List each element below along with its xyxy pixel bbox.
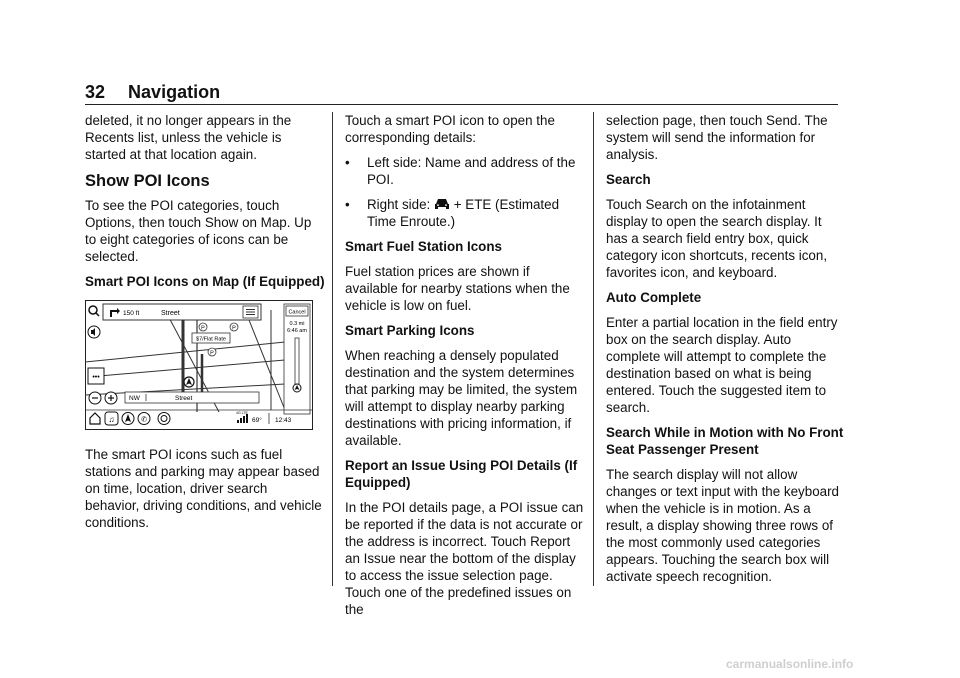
- street-bottom-label: Street: [175, 395, 193, 402]
- heading-search: Search: [606, 172, 651, 187]
- bullet-right-side-suffix: + ETE (Estimated Time Enroute.): [367, 197, 560, 229]
- eta-time: 6:46 am: [287, 328, 307, 334]
- col2-paragraph-parking: When reaching a densely populated destination and the system determines that parking may be limited, the system will attempt to display nearby parking destinations with pricing information, if available.: [345, 348, 578, 448]
- heading-show-poi-icons: Show POI Icons: [85, 172, 210, 190]
- heading-smart-parking: Smart Parking Icons: [345, 323, 475, 338]
- col2-paragraph-1: Touch a smart POI icon to open the corresponding details:: [345, 113, 555, 145]
- header-rule: [85, 104, 838, 105]
- heading-search-in-motion: Search While in Motion with No Front Seat Passenger Present: [606, 425, 844, 457]
- column-1: [85, 112, 325, 539]
- col2-paragraph-report: In the POI details page, a POI issue can be reported if the data is not accurate or the address is incorrect. Touch Report an Issue near the bottom of the display to access the issue selection page. Touch one of the predefined issues on the: [345, 500, 584, 617]
- col3-paragraph-motion: The search display will not allow changes or text input with the keyboard when the vehicle is in motion. As a result, a display showing three rows of the most commonly used categories appears. Touching the search box will activate speech recognition.: [606, 467, 839, 584]
- svg-text:P: P: [210, 350, 214, 357]
- apps-icon[interactable]: [158, 413, 170, 425]
- volume-icon[interactable]: [88, 326, 100, 338]
- street-top-label: Street: [161, 310, 180, 317]
- heading-label: NW: [129, 395, 140, 402]
- vehicle-position-small-icon: [293, 384, 301, 392]
- col2-paragraph-fuel: Fuel station prices are shown if available for nearby stations when the vehicle is low on fuel.: [345, 264, 570, 313]
- distance-label: 150 ft: [123, 310, 140, 317]
- col3-paragraph-search: Touch Search on the infotainment display to open the search display. It has a search field entry box, quick category icon shortcuts, recents icon, favorites icon, and keyboard.: [606, 197, 828, 280]
- parking-poi-icon[interactable]: [230, 323, 238, 332]
- navigation-screen-illustration: [85, 300, 313, 430]
- nav-map-svg: [85, 300, 313, 430]
- svg-text:P: P: [201, 325, 205, 332]
- route-progress-bar: [295, 338, 299, 384]
- section-title: Navigation: [128, 82, 221, 102]
- price-label: $7/Flat Rate: [196, 336, 226, 343]
- bullet-left-side: [345, 154, 585, 188]
- heading-report-issue: Report an Issue Using POI Details (If Equipped): [345, 458, 578, 490]
- navigation-icon[interactable]: [122, 413, 134, 425]
- heading-auto-complete: Auto Complete: [606, 290, 702, 305]
- svg-text:P: P: [232, 325, 236, 332]
- col3-paragraph-1: selection page, then touch Send. The system will send the information for analysis.: [606, 113, 828, 162]
- bullet-mark: •: [345, 155, 350, 170]
- column-divider-1: [332, 112, 333, 586]
- svg-text:✆: ✆: [141, 416, 147, 424]
- zoom-in-icon[interactable]: [105, 392, 117, 404]
- bullet-mark: •: [345, 197, 350, 212]
- heading-smart-poi-icons: Smart POI Icons on Map (If Equipped): [85, 274, 325, 289]
- col1-paragraph-2: To see the POI categories, touch Options, then touch Show on Map. Up to eight categories of icons can be selected.: [85, 198, 312, 264]
- col1-paragraph-1: deleted, it no longer appears in the Recents list, unless the vehicle is started at that location again.: [85, 113, 292, 162]
- svg-text:♫: ♫: [108, 415, 115, 424]
- column-3: [606, 112, 846, 593]
- eta-distance: 0.3 mi: [289, 321, 305, 327]
- vehicle-position-icon: [184, 377, 194, 387]
- audio-icon[interactable]: [105, 412, 118, 425]
- page-header: [85, 82, 220, 103]
- col3-paragraph-auto: Enter a partial location in the field entry box on the search display. Auto complete will attempt to complete the destination based on what is being entered. Touch the suggested item to search.: [606, 315, 838, 415]
- signal-label: 4G LTE: [236, 411, 248, 415]
- vehicle-icon: [434, 197, 450, 211]
- clock-label: 12:43: [275, 417, 292, 424]
- heading-smart-fuel: Smart Fuel Station Icons: [345, 239, 502, 254]
- col1-paragraph-3: The smart POI icons such as fuel stations and parking may appear based on time, location, driver search behavior, driving conditions, and vehicle conditions.: [85, 447, 322, 530]
- cancel-label: Cancel: [288, 309, 306, 316]
- column-2: [345, 112, 585, 626]
- bullet-right-side-prefix: Right side:: [367, 197, 431, 212]
- more-dots: •••: [92, 374, 100, 381]
- watermark: carmanualsonline.info: [726, 657, 854, 671]
- bullet-left-side-text: Left side: Name and address of the POI.: [367, 155, 576, 187]
- bullet-right-side: [345, 196, 585, 230]
- page-number: 32: [85, 82, 106, 102]
- phone-icon[interactable]: [138, 413, 150, 425]
- zoom-out-icon[interactable]: [89, 392, 101, 404]
- parking-poi-icon[interactable]: [208, 348, 216, 357]
- parking-poi-icon[interactable]: [199, 323, 207, 332]
- column-divider-2: [593, 112, 594, 586]
- temperature-label: 69°: [252, 417, 262, 424]
